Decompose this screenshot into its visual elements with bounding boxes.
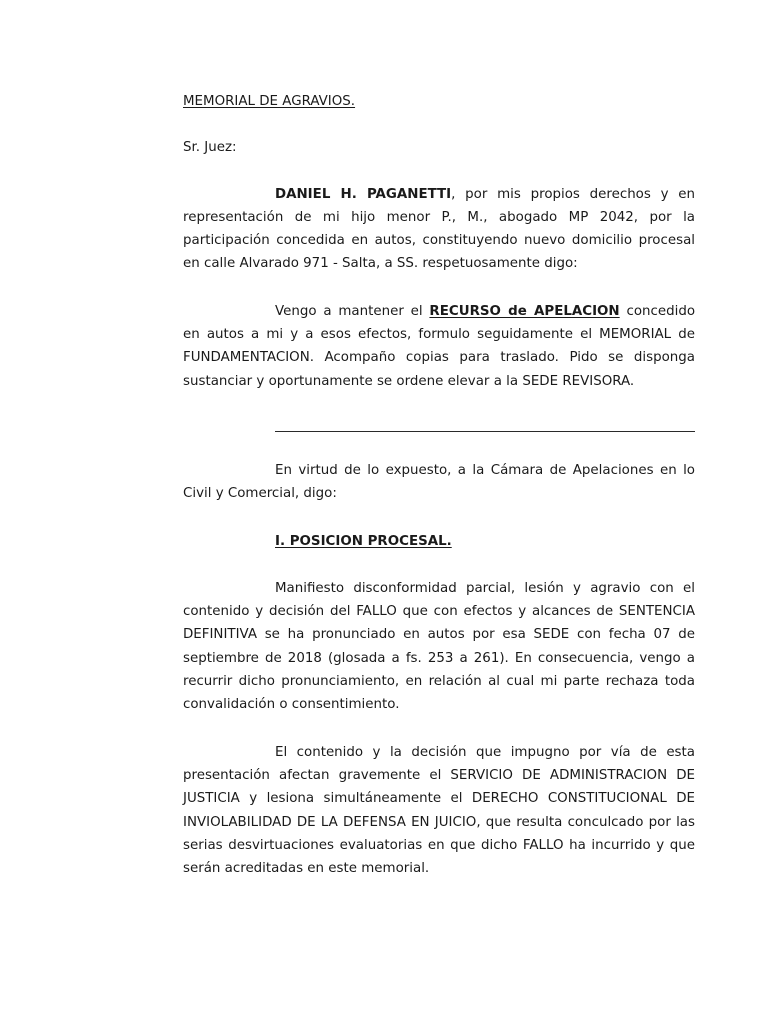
appeal-text-after: concedido en autos a mi y a esos efectos, formulo seguidamente el MEMORIAL de FUNDAMENTACION. Acompaño copias para traslado. Pido se disponga sustanciar y oportunamente se ordene elevar a la SEDE REVISORA. [183,303,696,389]
separator-line [275,431,695,433]
document-title: MEMORIAL DE AGRAVIOS. [183,94,356,109]
appeal-emphasis: RECURSO de APELACION [429,303,620,319]
appeal-text-before: Vengo a mantener el [275,303,430,319]
body-paragraph-1: Manifiesto disconformidad parcial, lesión y agravio con el contenido y decisión del FALLO que con efectos y alcances de SENTENCIA DEFINITIVA se ha pronunciado en autos por esa SEDE con fecha 07 de septiembre de 2018 (glosada a fs. 253 a 261). En consecuencia, vengo a recurrir dicho pronunciamiento, en relación al cual mi parte rechaza toda convalidación o consentimiento. [183,580,695,713]
author-name: DANIEL H. PAGANETTI [275,186,452,202]
document-page [183,90,695,880]
salutation: Sr. Juez: [183,140,237,156]
chamber-address-paragraph: En virtud de lo expuesto, a la Cámara de Apelaciones en lo Civil y Comercial, digo: [183,462,695,502]
section-heading: I. POSICION PROCESAL. [275,533,452,549]
intro-text: , por mis propios derechos y en representación de mi hijo menor P., M., abogado MP 2042, por la participación concedida en autos, constituyendo nuevo domicilio procesal en calle Alvarado 971 - Salta, a SS. respetuosamente digo: [183,186,695,272]
body-paragraph-2: El contenido y la decisión que impugno por vía de esta presentación afectan gravemente el SERVICIO DE ADMINISTRACION DE JUSTICIA y lesiona simultáneamente el DERECHO CONSTITUCIONAL DE INVIOLABILIDAD DE LA DEFENSA EN JUICIO, que resulta conculcado por las serias desvirtuaciones evaluatorias en que dicho FALLO ha incurrido y que serán acreditadas en este memorial. [183,744,695,877]
intro-paragraph [183,183,695,276]
appeal-paragraph [183,300,695,393]
